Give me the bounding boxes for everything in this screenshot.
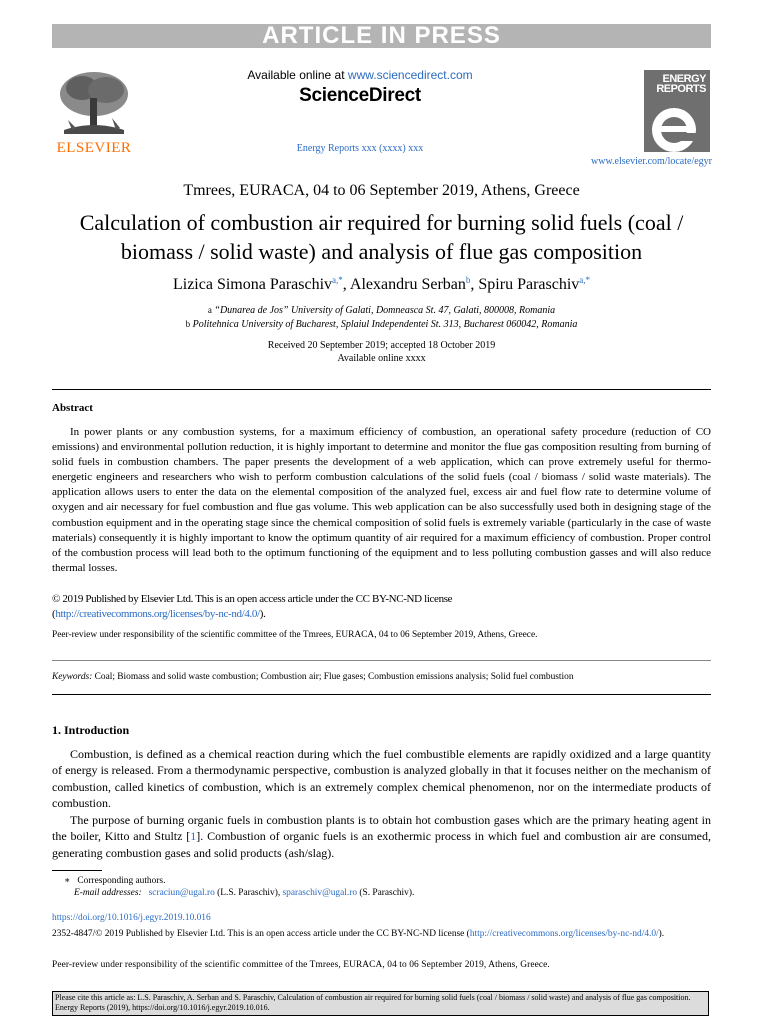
issn-close: ). bbox=[658, 929, 665, 939]
journal-cover-image bbox=[644, 70, 710, 152]
email-label: E-mail addresses: bbox=[74, 888, 142, 898]
para-text: ]. Combustion of organic fuels is an exothermic process in which fuel and combustion air are consumed, generating combustion gases and solid products (ash/slag). bbox=[52, 829, 712, 860]
article-dates bbox=[52, 339, 711, 365]
author-name: Alexandru Serban bbox=[349, 276, 466, 293]
email-owner: (S. Paraschiv). bbox=[359, 888, 415, 898]
cover-e-icon bbox=[644, 96, 710, 152]
divider bbox=[52, 389, 711, 390]
doi-link[interactable] bbox=[52, 913, 211, 923]
affiliation-b bbox=[52, 318, 711, 332]
author-separator: , bbox=[470, 276, 479, 293]
elsevier-tree-logo bbox=[54, 68, 132, 138]
paper-title bbox=[52, 208, 711, 266]
affiliations bbox=[52, 304, 711, 332]
abstract-body: In power plants or any combustion systems, for a maximum efficiency of combustion, an operational safety procedure (reduction of CO emissions) and environmental pollution reduction, it is highly important to determine and monitor the flue gas composition resulting from burning of solid fuels in combustion chambers. The paper presents the development of a web application, which can prove extremely useful for thermo-energetic engineers and researchers who wish to perform combustion calculations of the solid fuels (coal / biomass / solid waste materials). The application allows users to enter the data on the elemental composition of the analyzed fuel, excess air and fuel flow rate to determine volume of oxygen and air necessary for fuel combustion and flue gas volume. This web application can be also successfully used both in designing stage of the combustion equipment and in the operating stage since the chemical composition of solid fuels is extremely variable (particularly in the case of waste materials) consequently it is highly important to know the optimum quantity of air required for a maximum efficiency of combustion. Proper control of the combustion process will lead both to the optimum functioning of the equipment and to less polluting combustion gasses and will also reduce thermal losses. bbox=[52, 426, 711, 574]
author-marks[interactable]: a,* bbox=[579, 275, 591, 285]
journal-reference[interactable]: Energy Reports xxx (xxxx) xxx bbox=[296, 143, 424, 154]
keywords-text: Coal; Biomass and solid waste combustion; Combustion air; Flue gases; Combustion emissions analysis; Solid fuel combustion bbox=[94, 672, 574, 682]
license-link[interactable]: http://creativecommons.org/licenses/by-nc-nd/4.0/ bbox=[55, 608, 260, 620]
citation-link[interactable]: 1 bbox=[190, 829, 197, 844]
author-marks[interactable]: a,* bbox=[332, 275, 343, 285]
available-online-date: Available online xxxx bbox=[337, 353, 426, 364]
para-text: The purpose of burning organic fuels in combustion plants is to obtain hot combustion gases which are the primary heating agent in the boiler, Kitto and Stultz [ bbox=[52, 813, 711, 844]
abstract-copyright bbox=[52, 592, 711, 622]
author-marks[interactable]: b bbox=[465, 275, 471, 285]
affiliation-text: “Dunarea de Jos” University of Galati, Domneasca St. 47, Galati, 800008, Romania bbox=[214, 305, 556, 316]
author-list bbox=[52, 276, 711, 294]
corresponding-footnote bbox=[64, 875, 165, 886]
affiliation-text: Politehnica University of Bucharest, Splaiul Independentei St. 313, Bucharest 060042, Romania bbox=[192, 319, 578, 330]
affiliation-mark: a bbox=[207, 305, 212, 315]
affiliation-a bbox=[52, 304, 711, 318]
article-in-press-banner: ARTICLE IN PRESS bbox=[52, 24, 711, 48]
sciencedirect-link[interactable]: www.sciencedirect.com bbox=[347, 68, 473, 82]
footnote-mark: ∗ bbox=[64, 876, 71, 886]
sciencedirect-logo: ScienceDirect bbox=[299, 85, 421, 106]
received-date: Received 20 September 2019; accepted 18 October 2019 bbox=[267, 340, 496, 351]
journal-homepage-url[interactable]: www.elsevier.com/locate/egyr bbox=[591, 156, 712, 167]
keywords bbox=[52, 672, 711, 682]
author-name: Lizica Simona Paraschiv bbox=[172, 276, 333, 293]
affiliation-mark: b bbox=[185, 319, 191, 329]
available-online bbox=[180, 68, 540, 82]
peer-review-note: Peer-review under responsibility of the scientific committee of the Tmrees, EURACA, 04 to 06 September 2019, Athens, Greece. bbox=[52, 630, 538, 640]
email-owner: (L.S. Paraschiv), bbox=[217, 888, 281, 898]
license-close: ). bbox=[259, 608, 266, 620]
intro-paragraph-1: Combustion, is defined as a chemical reaction during which the fuel combustible elements are rapidly oxidized and a large quantity of energy is released. From a thermodynamic perspective, combustion is analyzed globally in that it focuses neither on the mechanism of combustion, called kinetics of combustion, which is an extremely complex chemical phenomenon, nor on the intermediate products of combustion. bbox=[52, 747, 711, 811]
copyright-text: © 2019 Published by Elsevier Ltd. This is an open access article under the CC BY-NC-ND license bbox=[52, 593, 453, 605]
divider bbox=[52, 694, 711, 695]
publisher-name: ELSEVIER bbox=[56, 140, 132, 156]
doi-url[interactable]: https://doi.org/10.1016/j.egyr.2019.10.016 bbox=[52, 913, 211, 923]
section-heading-introduction: 1. Introduction bbox=[52, 723, 130, 737]
corresponding-text: Corresponding authors. bbox=[77, 876, 166, 886]
title-line-2: biomass / solid waste) and analysis of flue gas composition bbox=[120, 239, 643, 264]
cover-title-2: REPORTS bbox=[656, 83, 706, 95]
author-name: Spiru Paraschiv bbox=[478, 276, 580, 293]
intro-paragraph-2 bbox=[52, 812, 711, 861]
license-link[interactable]: http://creativecommons.org/licenses/by-nc-nd/4.0/ bbox=[469, 929, 659, 939]
keywords-label: Keywords: bbox=[52, 672, 93, 682]
title-line-1: Calculation of combustion air required for burning solid fuels (coal / bbox=[79, 210, 684, 235]
license-open: ( bbox=[52, 608, 56, 620]
available-prefix: Available online at bbox=[247, 68, 348, 82]
footnote-rule bbox=[52, 870, 102, 871]
email-footnote bbox=[74, 888, 414, 898]
peer-review-footer: Peer-review under responsibility of the scientific committee of the Tmrees, EURACA, 04 to 06 September 2019, Athens, Greece. bbox=[52, 960, 550, 970]
citation-box: Please cite this article as: L.S. Paraschiv, A. Serban and S. Paraschiv, Calculation of combustion air required for burning solid fuels (coal / biomass / solid waste) and analysis of flue gas composition. Energy Reports (2019), https://doi.org/10.1016/j.egyr.2019.10.016. bbox=[52, 991, 709, 1016]
issn-license bbox=[52, 927, 711, 941]
email-link[interactable]: sparaschiv@ugal.ro bbox=[282, 888, 358, 898]
cover-title-1: ENERGY bbox=[662, 73, 706, 85]
email-link[interactable]: scraciun@ugal.ro bbox=[148, 888, 215, 898]
conference-line: Tmrees, EURACA, 04 to 06 September 2019, Athens, Greece bbox=[183, 182, 580, 199]
abstract-heading: Abstract bbox=[52, 402, 93, 414]
author-separator: , bbox=[342, 276, 350, 293]
issn-text: 2352-4847/© 2019 Published by Elsevier Ltd. This is an open access article under the CC BY-NC-ND license ( bbox=[52, 929, 470, 939]
journal-homepage-link[interactable] bbox=[560, 156, 712, 167]
divider bbox=[52, 660, 711, 661]
